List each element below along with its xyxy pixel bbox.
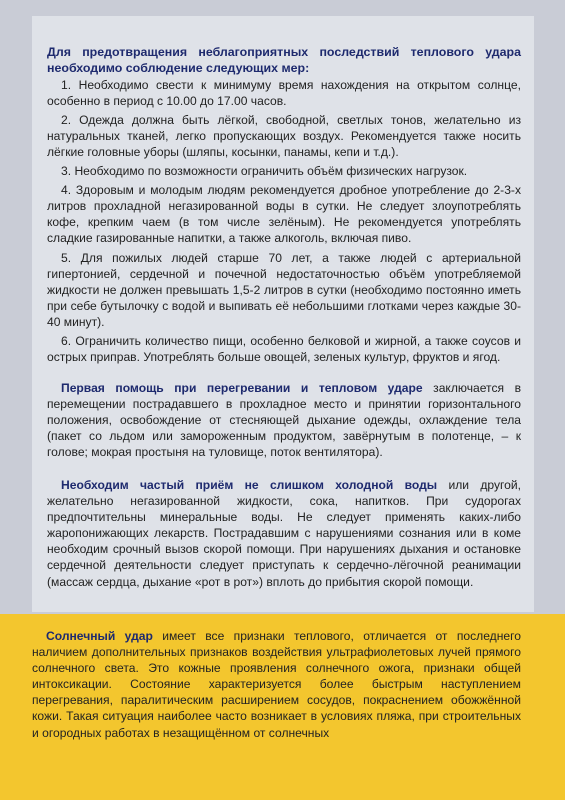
first-aid-lead: Первая помощь при перегревании и тепловом ударе xyxy=(61,381,423,395)
drinking-paragraph xyxy=(47,477,521,590)
sunstroke-paragraph xyxy=(32,628,521,741)
measure-item: 2. Одежда должна быть лёгкой, свободной, светлых тонов, желательно из натуральных тканей, легко пропускающих воздух. Рекомендуется также носить лёгкие головные уборы (шляпы, косынки, панамы, кепи и т.д.). xyxy=(47,112,521,159)
drinking-text: или другой, желательно негазированной жидкости, сока, напитков. При судорогах предпочтительны минеральные воды. Не следует применять каких-либо жаропонижающих лекарств. Пострадавшим с нарушениями сознания или в коме необходим срочный вызов скорой помощи. При нарушениях дыхания и остановке сердечной деятельности следует приступать к сердечно-лёгочной реанимации (массаж сердца, дыхание «рот в рот») вплоть до прибытия скорой помощи. xyxy=(47,478,522,589)
sunstroke-text: имеет все признаки теплового, отличается от последнего наличием дополнительных признаков воздействия ультрафиолетовых лучей прямого солнечного света. Это кожные проявления солнечного ожога, признаки общей интоксикации. Состояние характеризуется более быстрым наступлением перегревания, паралитическим расширением сосудов, покраснением обожжённой кожи. Такая ситуация наиболее часто возникает в условиях пляжа, при строительных и огородных работах в незащищённом от солнечных xyxy=(32,629,521,740)
measure-item: 3. Необходимо по возможности ограничить объём физических нагрузок. xyxy=(61,164,468,179)
measure-item: 1. Необходимо свести к минимуму время нахождения на открытом солнце, особенно в период с 10.00 до 17.00 часов. xyxy=(47,77,521,108)
measure-item: 5. Для пожилых людей старше 70 лет, а также людей с артериальной гипертонией, сердечной и почечной недостаточностью объём употребляемой жидкости не должен превышать 1,5-2 литров в сутки (необходимо постоянно иметь при себе бутылочку с водой и выпивать её небольшими глотками через каждые 30-40 минут). xyxy=(47,250,521,329)
measure-item: 6. Ограничить количество пищи, особенно белковой и жирной, а также соусов и острых приправ. Употреблять больше овощей, зеленых культур, фруктов и ягод. xyxy=(47,334,521,365)
first-aid-section xyxy=(47,380,521,460)
drinking-lead: Необходим частый приём не слишком холодной воды xyxy=(61,478,438,492)
measures-section xyxy=(47,44,521,365)
measures-heading: Для предотвращения неблагоприятных последствий теплового удара необходимо соблюдение следующих мер: xyxy=(47,45,521,76)
measure-item: 4. Здоровым и молодым людям рекомендуется дробное употребление до 2-3-х литров прохладной негазированной воды в сутки. Не следует злоупотреблять кофе, крепким чаем (в том числе зелёным). Не рекомендуется употреблять сладкие газированные напитки, а также алкоголь, включая пиво. xyxy=(47,183,521,246)
first-aid-paragraph xyxy=(47,380,521,460)
sunstroke-lead: Солнечный удар xyxy=(46,629,153,643)
drinking-section xyxy=(47,477,521,590)
first-aid-text: заключается в перемещении пострадавшего в прохладное место и принятии горизонтального положения, освобождение от стесняющей дыхание одежды, охлаждение тела (пакет со льдом или замороженным продуктом, завёрнутым в полотенце, – к голове; мокрая простыня на туловище, поток вентилятора). xyxy=(47,381,521,460)
sunstroke-section xyxy=(32,628,521,741)
